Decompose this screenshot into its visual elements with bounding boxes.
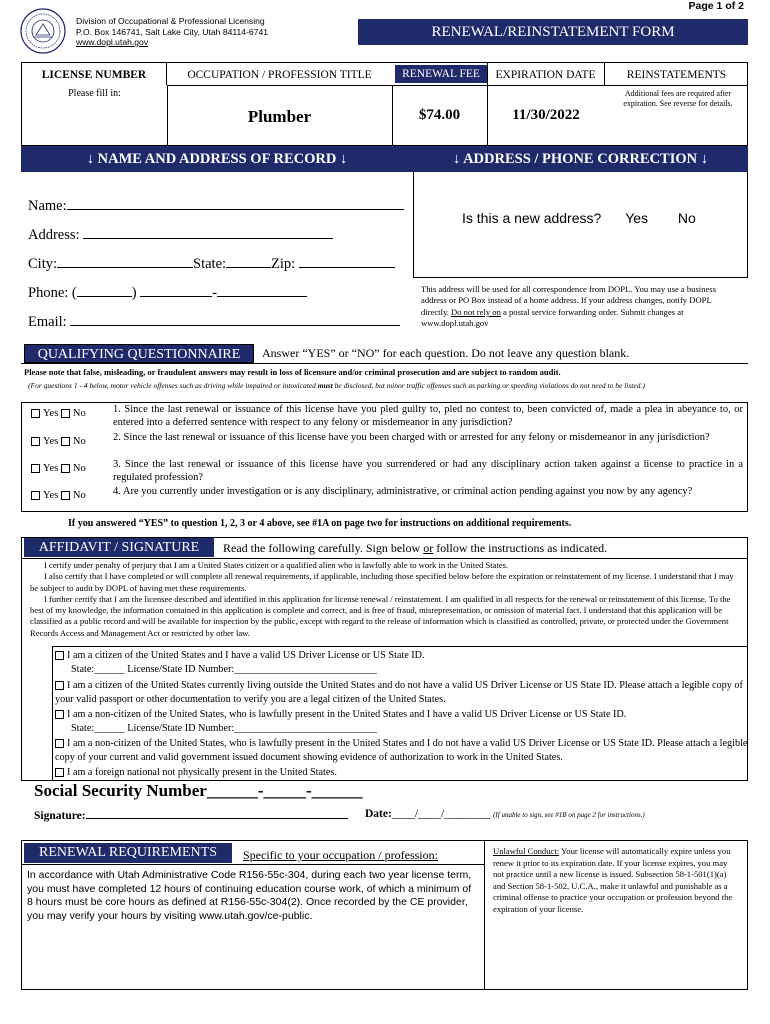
unlawful-conduct xyxy=(493,846,740,916)
page-number: Page 1 of 2 xyxy=(688,0,744,12)
city-state-zip-field[interactable] xyxy=(28,254,395,273)
expiration-value: 11/30/2022 xyxy=(512,107,580,123)
requirements-header: RENEWAL REQUIREMENTS xyxy=(24,843,232,863)
date-label: Date: xyxy=(365,808,392,820)
affidavit-instruction-2: follow the instructions as indicated. xyxy=(433,541,608,555)
occupation-header: OCCUPATION / PROFESSION TITLE xyxy=(187,69,372,81)
requirements-body: In accordance with Utah Administrative Code R156-55c-304, during each two year license term, you must have completed 12 hours of continuing education course work, of which a minimum of 8 hours must be core hours as defined at R156-55c-304(2). Once recorded by the CE provider, you may verify your hours by visiting www.utah.gov/ce-public. xyxy=(27,869,472,923)
q4-no-label: No xyxy=(72,490,86,501)
q1-yes-checkbox[interactable] xyxy=(31,408,58,419)
correction-note xyxy=(421,284,737,330)
affidavit-para-3: I further certify that I am the licensee described and identified in this application for license renewal / reinstatement. I am qualified in all respects for the renewal or reinstatement of this license. To the best of my knowledge, the information contained in this application is complete and correct, and is free of fraud, misrepresentation, or omission of material fact. I understand that this application will be classified as a public record and will be available for inspection by the public, except with regard to the release of information which is classified as controlled, private, or protected under the Government Records Access and Management Act or restricted by other law. xyxy=(30,593,731,638)
citizenship-option-1[interactable] xyxy=(55,649,750,677)
signature-label: Signature: xyxy=(34,810,86,822)
form-title-banner xyxy=(358,19,748,45)
new-address-yes-option[interactable]: Yes xyxy=(625,210,649,226)
option-1-checkbox[interactable] xyxy=(55,651,64,660)
q2-yes-checkbox[interactable] xyxy=(31,436,58,447)
affidavit-instruction-or: or xyxy=(423,541,434,555)
q4-no-checkbox[interactable] xyxy=(61,490,86,501)
division-name: Division of Occupational & Professional Licensing xyxy=(76,16,265,26)
name-label: Name: xyxy=(28,198,67,214)
phone-label: Phone: ( xyxy=(28,285,77,301)
phone-field[interactable] xyxy=(28,283,307,302)
question-2-text: 2. Since the last renewal or issuance of this license have you been charged with or arrested for any felony or misdemeanor in any jurisdiction? xyxy=(113,432,710,443)
unlawful-label: Unlawful Conduct: xyxy=(493,846,560,856)
unable-to-sign-note: (If unable to sign, see #1B on page 2 for instructions.) xyxy=(493,811,645,819)
option-4-checkbox[interactable] xyxy=(55,739,64,748)
q3-yes-label: Yes xyxy=(43,463,59,474)
q2-no-label: No xyxy=(72,436,86,447)
ssn-blank: ______-_____-______ xyxy=(206,781,363,800)
q2-yes-label: Yes xyxy=(43,436,59,447)
option-5-text: I am a foreign national not physically present in the United States. xyxy=(67,767,337,778)
questionnaire-header: QUALIFYING QUESTIONNAIRE xyxy=(24,344,254,363)
option-2-checkbox[interactable] xyxy=(55,681,64,690)
option-3-sub[interactable]: State:______ License/State ID Number:____________________________ xyxy=(71,723,377,734)
email-field[interactable] xyxy=(28,312,400,331)
q3-yes-checkbox[interactable] xyxy=(31,463,58,474)
address-label: Address: xyxy=(28,227,80,243)
date-blank: ____/____/________ xyxy=(391,808,491,820)
ssn-label: Social Security Number xyxy=(34,781,207,800)
division-website-link[interactable]: www.dopl.utah.gov xyxy=(76,37,149,47)
affidavit-para-2: I also certify that I have completed or will complete all renewal requirements, if applicable, including those specified below before the expiration or reinstatement of my license. I understand that I may be subject to audit by DOPL of having met these requirements. xyxy=(30,571,734,593)
questionnaire-instruction: Answer “YES” or “NO” for each question. Do not leave any question blank. xyxy=(262,346,630,360)
note-text-1: (For questions 1 - 4 below, motor vehicle offenses such as driving while impaired or intoxicated xyxy=(28,381,318,390)
record-header: ↓ NAME AND ADDRESS OF RECORD ↓ xyxy=(21,146,413,172)
option-1-text: I am a citizen of the United States and I have a valid US Driver License or US State ID. xyxy=(67,650,425,661)
question-1-text: 1. Since the last renewal or issuance of this license have you pled guilty to, pled no contest to, been convicted of, made a plea in abeyance to, or entered into a deferred sentence with respect to any felony or misdemeanor in any jurisdiction? xyxy=(113,404,743,428)
questionnaire-warning: Please note that false, misleading, or fraudulent answers may result in loss of licensure and/or criminal prosecution and are subject to random audit. xyxy=(24,367,561,377)
expiration-header: EXPIRATION DATE xyxy=(487,63,605,85)
citizenship-option-4[interactable] xyxy=(55,737,750,765)
note-must: must xyxy=(317,381,333,390)
state-seal-icon xyxy=(20,8,66,54)
license-number-header: LICENSE NUMBER xyxy=(22,63,167,85)
questionnaire-footer: If you answered “YES” to question 1, 2, 3 or 4 above, see #1A on page two for instructions on additional requirements. xyxy=(68,518,572,529)
q3-no-checkbox[interactable] xyxy=(61,463,86,474)
q4-yes-label: Yes xyxy=(43,490,59,501)
phone-paren: ) xyxy=(131,285,137,301)
option-3-checkbox[interactable] xyxy=(55,710,64,719)
zip-label: Zip: xyxy=(271,256,296,272)
city-label: City: xyxy=(28,256,58,272)
requirements-specific: Specific to your occupation / profession: xyxy=(243,848,438,862)
option-2-text: I am a citizen of the United States currently living outside the United States and do not have a valid US Driver License or US State ID. Please attach a legible copy of your valid passport or other documentation to verify you are a legal citizen of the United States. xyxy=(55,680,743,705)
reinstatements-header: REINSTATEMENTS xyxy=(626,69,727,81)
citizenship-option-5[interactable] xyxy=(55,766,750,780)
q3-no-label: No xyxy=(72,463,86,474)
state-label: State: xyxy=(193,256,227,272)
q2-no-checkbox[interactable] xyxy=(61,436,86,447)
correction-note-text-2: a postal service forwarding order. Submit changes at www.dopl.utah.gov xyxy=(421,306,684,329)
option-5-checkbox[interactable] xyxy=(55,768,64,777)
q1-yes-label: Yes xyxy=(43,408,59,419)
citizenship-option-3[interactable] xyxy=(55,708,750,736)
option-3-text: I am a non-citizen of the United States, who is lawfully present in the United States and I have a valid US Driver License or US State ID. xyxy=(67,709,627,720)
signature-field[interactable] xyxy=(34,808,348,822)
affidavit-instruction xyxy=(223,541,607,556)
renewal-fee-header: RENEWAL FEE xyxy=(395,65,487,83)
phone-dash: - xyxy=(212,285,218,301)
question-4-text: 4. Are you currently under investigation or is any disciplinary, administrative, or criminal action pending against you now by any agency? xyxy=(113,486,693,497)
new-address-no-option[interactable]: No xyxy=(677,210,696,226)
new-address-question: Is this a new address? xyxy=(462,210,602,226)
q1-no-label: No xyxy=(72,408,86,419)
license-number-field[interactable]: Please fill in: xyxy=(68,88,121,99)
correction-header: ↓ ADDRESS / PHONE CORRECTION ↓ xyxy=(413,146,748,172)
form-title: RENEWAL/REINSTATEMENT FORM xyxy=(431,24,675,40)
citizenship-option-2[interactable] xyxy=(55,679,750,707)
renewal-fee-value: $74.00 xyxy=(418,107,461,123)
q4-yes-checkbox[interactable] xyxy=(31,490,58,501)
division-address: P.O. Box 146741, Salt Lake City, Utah 84114-6741 xyxy=(76,26,269,37)
license-table xyxy=(21,62,748,146)
option-1-sub[interactable]: State:______ License/State ID Number:____________________________ xyxy=(71,664,377,675)
ssn-field[interactable] xyxy=(34,781,363,801)
affidavit-instruction-1: Read the following carefully. Sign below xyxy=(223,541,424,555)
occupation-value: Plumber xyxy=(247,107,312,126)
reinstatements-note: Additional fees are required after expiration. See reverse for details. xyxy=(623,89,733,108)
affidavit-text xyxy=(30,560,742,639)
q1-no-checkbox[interactable] xyxy=(61,408,86,419)
correction-note-emphasis: Do not rely on xyxy=(451,306,501,317)
unlawful-text: Your license will automatically expire unless you renew it prior to its expiration date. If your license expires, you may not practice until a new license is issued. Subsection 58-1-501(1)(a) and Section 58-1-502, U.C.A., make it unlawful and punishable as a criminal offense to practice your occupation or profession beyond the expiration of your license. xyxy=(493,846,733,914)
note-text-2: be disclosed, but minor traffic offenses such as parking or speeding violations do not need to be listed.) xyxy=(332,381,645,390)
date-field[interactable] xyxy=(365,808,645,820)
questionnaire-note xyxy=(28,381,746,391)
affidavit-header: AFFIDAVIT / SIGNATURE xyxy=(24,538,214,557)
email-label: Email: xyxy=(28,314,67,330)
name-field[interactable] xyxy=(28,196,404,215)
affidavit-para-1: I certify under penalty of perjury that I am a United States citizen or a qualified alien who is lawfully able to work in the United States. xyxy=(44,560,509,570)
address-field[interactable] xyxy=(28,225,333,244)
question-3-text: 3. Since the last renewal or issuance of this license have you surrendered or had any disciplinary action taken against a license to practice in a regulated profession? xyxy=(113,459,743,483)
option-4-text: I am a non-citizen of the United States, who is lawfully present in the United States and I do not have a valid US Driver License or US State ID. Please attach a legible copy of your current and valid government issued document showing evidence of authorization to work in the United States. xyxy=(55,738,748,763)
correction-note-text-1: This address will be used for all correspondence from DOPL. You may use a business address or PO Box instead of a home address. If your address changes, notify DOPL directly. xyxy=(421,284,716,317)
